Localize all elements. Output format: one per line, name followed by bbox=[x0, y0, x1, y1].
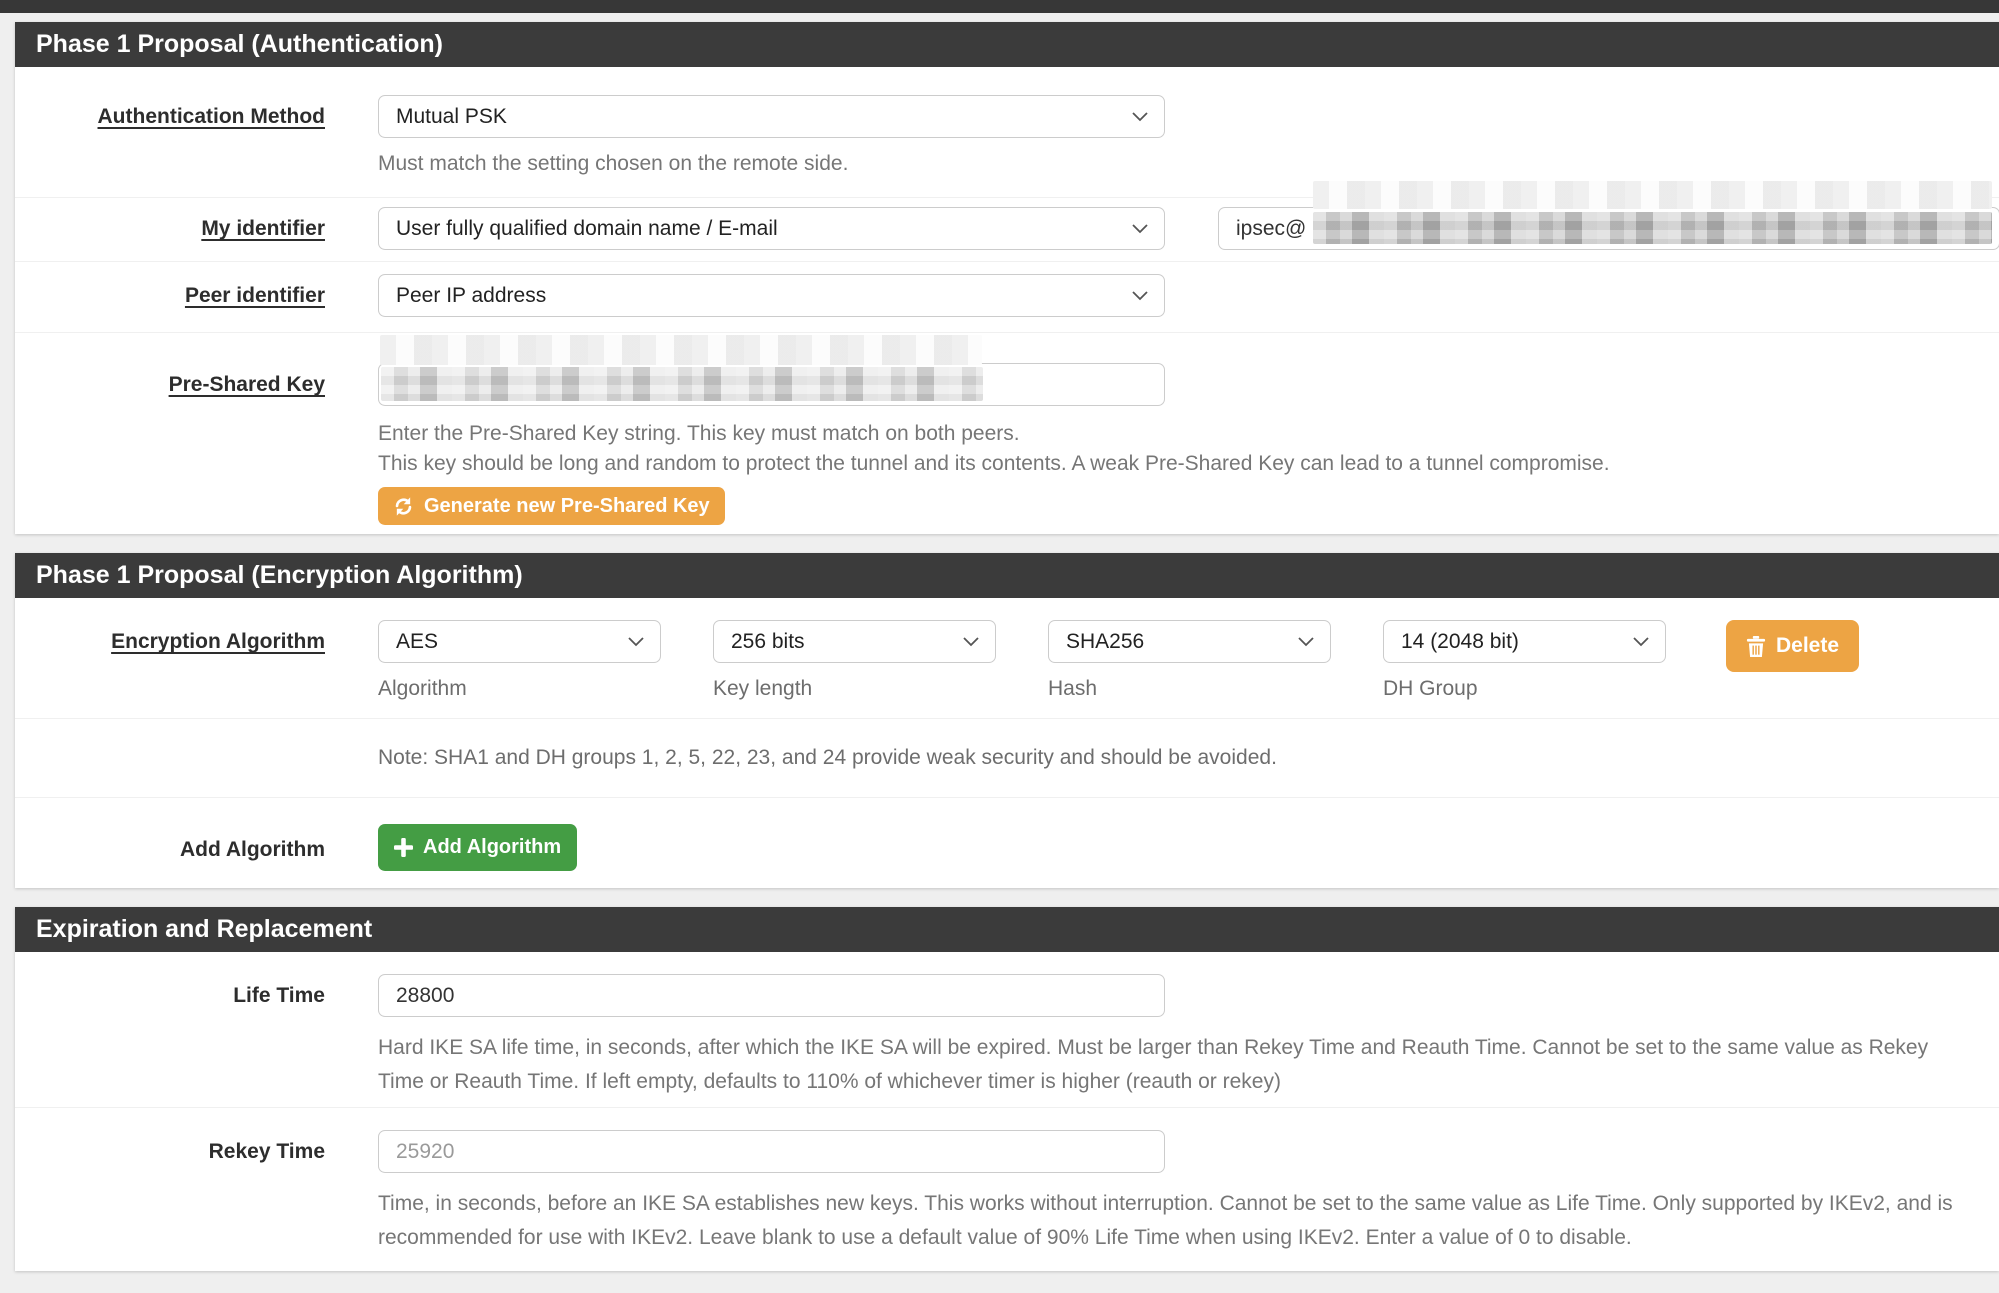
key-length-selected: 256 bits bbox=[731, 629, 805, 653]
hash-selected: SHA256 bbox=[1066, 629, 1145, 653]
panel-title: Phase 1 Proposal (Authentication) bbox=[15, 22, 1999, 67]
algorithm-select[interactable] bbox=[378, 620, 661, 663]
generate-psk-button-label: Generate new Pre-Shared Key bbox=[424, 494, 710, 517]
refresh-icon bbox=[393, 496, 414, 517]
delete-button-label: Delete bbox=[1776, 634, 1840, 657]
authentication-method-selected: Mutual PSK bbox=[396, 104, 507, 128]
my-identifier-label: My identifier bbox=[201, 217, 325, 240]
row-life-time bbox=[15, 952, 1999, 1107]
peer-identifier-select[interactable] bbox=[378, 274, 1165, 317]
add-algorithm-button[interactable] bbox=[378, 824, 577, 871]
trash-icon bbox=[1746, 635, 1766, 658]
life-time-label: Life Time bbox=[233, 984, 325, 1007]
redacted-psk-value bbox=[381, 367, 983, 401]
pre-shared-key-label: Pre-Shared Key bbox=[168, 373, 325, 396]
generate-psk-button[interactable] bbox=[378, 487, 725, 525]
peer-identifier-selected: Peer IP address bbox=[396, 283, 547, 307]
life-time-input[interactable] bbox=[378, 974, 1165, 1017]
hash-select[interactable] bbox=[1048, 620, 1331, 663]
life-time-help: Hard IKE SA life time, in seconds, after which the IKE SA will be expired. Must be larger than Rekey Time and Reauth Time. Cannot be set to the same value as Rekey Time or Reauth Time. If left empty, defaults to 110% of whichever timer is higher (reauth or rekey) bbox=[378, 1036, 1929, 1093]
dh-group-sublabel: DH Group bbox=[1383, 677, 1478, 700]
pre-shared-key-help bbox=[378, 419, 1999, 479]
authentication-method-help: Must match the setting chosen on the remote side. bbox=[378, 152, 849, 175]
row-add-algorithm bbox=[15, 797, 1999, 888]
rekey-time-input[interactable] bbox=[378, 1130, 1165, 1173]
weak-security-note: Note: SHA1 and DH groups 1, 2, 5, 22, 23, and 24 provide weak security and should be avoided. bbox=[378, 746, 1277, 769]
panel-phase1-authentication bbox=[15, 22, 1999, 534]
delete-algorithm-button[interactable] bbox=[1726, 620, 1859, 672]
page-content bbox=[0, 13, 1999, 1271]
my-identifier-selected: User fully qualified domain name / E-mail bbox=[396, 216, 778, 240]
psk-help-line1: Enter the Pre-Shared Key string. This key must match on both peers. bbox=[378, 422, 1020, 445]
panel-phase1-encryption bbox=[15, 553, 1999, 888]
chevron-down-icon bbox=[1132, 111, 1148, 122]
my-identifier-select[interactable] bbox=[378, 207, 1165, 250]
add-algorithm-label: Add Algorithm bbox=[179, 838, 325, 861]
peer-identifier-label: Peer identifier bbox=[184, 284, 325, 307]
add-algorithm-button-label: Add Algorithm bbox=[423, 836, 562, 858]
row-my-identifier bbox=[15, 197, 1999, 261]
hash-column bbox=[1048, 620, 1331, 702]
psk-help-line2: This key should be long and random to protect the tunnel and its contents. A weak Pre-Shared Key can lead to a tunnel compromise. bbox=[378, 452, 1610, 475]
top-dark-bar bbox=[0, 0, 1999, 13]
row-pre-shared-key bbox=[15, 332, 1999, 534]
chevron-down-icon bbox=[963, 636, 979, 647]
panel-expiration-replacement bbox=[15, 907, 1999, 1271]
encryption-algorithm-label: Encryption Algorithm bbox=[111, 630, 325, 653]
chevron-down-icon bbox=[1633, 636, 1649, 647]
my-identifier-value-wrap bbox=[1218, 207, 1999, 250]
chevron-down-icon bbox=[628, 636, 644, 647]
plus-icon bbox=[394, 838, 413, 857]
hash-sublabel: Hash bbox=[1048, 677, 1098, 700]
algorithm-column bbox=[378, 620, 661, 702]
rekey-time-label: Rekey Time bbox=[208, 1140, 325, 1163]
row-authentication-method bbox=[15, 67, 1999, 197]
redaction-halo bbox=[380, 335, 982, 365]
dh-group-select[interactable] bbox=[1383, 620, 1666, 663]
dh-group-column bbox=[1383, 620, 1666, 702]
key-length-select[interactable] bbox=[713, 620, 996, 663]
chevron-down-icon bbox=[1298, 636, 1314, 647]
pre-shared-key-wrap bbox=[378, 363, 1165, 406]
row-peer-identifier bbox=[15, 261, 1999, 332]
row-rekey-time bbox=[15, 1107, 1999, 1271]
panel-title: Phase 1 Proposal (Encryption Algorithm) bbox=[15, 553, 1999, 598]
authentication-method-label: Authentication Method bbox=[97, 105, 325, 128]
key-length-sublabel: Key length bbox=[713, 677, 813, 700]
redaction-halo bbox=[1313, 181, 1992, 209]
authentication-method-select[interactable] bbox=[378, 95, 1165, 138]
dh-group-selected: 14 (2048 bit) bbox=[1401, 629, 1519, 653]
key-length-column bbox=[713, 620, 996, 702]
chevron-down-icon bbox=[1132, 290, 1148, 301]
rekey-time-help: Time, in seconds, before an IKE SA establishes new keys. This works without interruption. Cannot be set to the same value as Life Time. Only supported by IKEv2, and is recommended for use with IKEv2. Leave blank to use a default value of 90% Life Time when using IKEv2. Enter a value of 0 to disable. bbox=[378, 1192, 1953, 1249]
row-weak-security-note bbox=[15, 718, 1999, 797]
algorithm-sublabel: Algorithm bbox=[378, 677, 467, 700]
redacted-identifier-value bbox=[1313, 212, 1992, 244]
chevron-down-icon bbox=[1132, 223, 1148, 234]
row-encryption-algorithm bbox=[15, 598, 1999, 718]
panel-title: Expiration and Replacement bbox=[15, 907, 1999, 952]
algorithm-selected: AES bbox=[396, 629, 439, 653]
